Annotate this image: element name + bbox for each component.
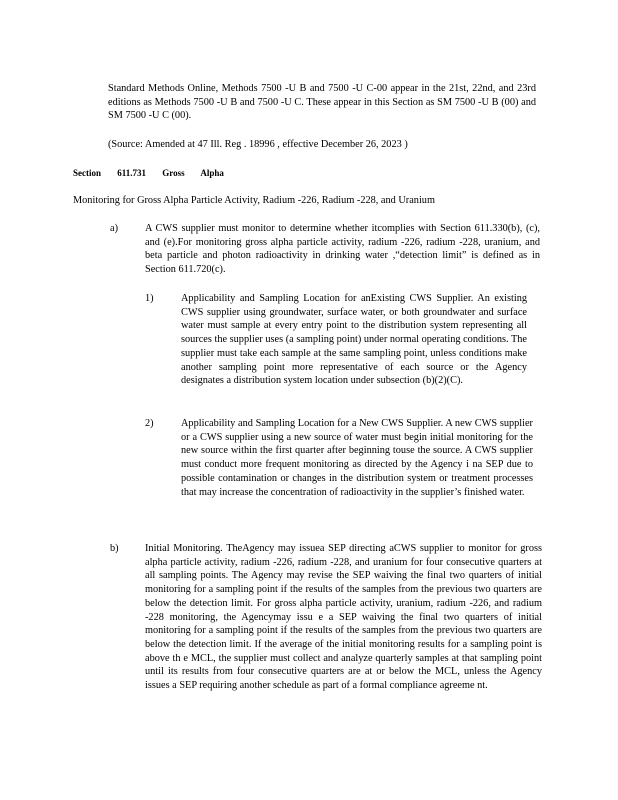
section-heading bbox=[73, 167, 238, 181]
section-number: 611.731 bbox=[117, 168, 147, 178]
subitem-1-marker: 1) bbox=[145, 293, 154, 304]
section-title: Monitoring for Gross Alpha Particle Activity, Radium -226, Radium -228, and Uranium bbox=[73, 195, 435, 206]
intro-paragraph: Standard Methods Online, Methods 7500 -U B and 7500 -U C-00 appear in the 21st, 22nd, and 23rd editions as Methods 7500 -U B and 7500 -U C. These appear in this Section as SM 7500 -U B (00) and SM 7500 -U C (00). bbox=[108, 83, 536, 122]
subitem-2-marker: 2) bbox=[145, 418, 154, 429]
item-a-text: A CWS supplier must monitor to determine whether itcomplies with Section 611.330(b), (c), and (e).For monitoring gross alpha particle activity, radium -226, radium -228, uranium, and beta particle and photon radioactivity in drinking water ,“detection limit” is defined as in Section 611.720(c). bbox=[145, 223, 540, 276]
item-a-marker: a) bbox=[110, 223, 118, 234]
subitem-1-text: Applicability and Sampling Location for anExisting CWS Supplier. An existing CWS supplier using groundwater, surface water, or both groundwater and surface water must sample at every entry point to the distribution system representing all sources the supplier uses (a sampling point) under normal operating conditions. The supplier must take each sample at the same sampling point, unless conditions make another sampling point more representative of each source or the Agency designates a distribution system location under subsection (b)(2)(C). bbox=[181, 293, 527, 387]
section-label: Section bbox=[73, 168, 101, 178]
item-b-text: Initial Monitoring. TheAgency may issuea SEP directing aCWS supplier to monitor for gross alpha particle activity, radium -226, radium -228, and uranium for four consecutive quarters at all sampling points. The Agency may revise the SEP waiving the final two quarters of initial monitoring for a sampling point if the results of the samples from the previous two quarters are below the detection limit. For gross alpha particle activity, uranium, radium -226, and radium -228 monitoring, the Agencymay issu e a SEP waiving the final two quarters of initial monitoring for a sampling point if the results of the samples from the previous two quarters are below the detection limit. If the average of the initial monitoring results for a sampling point is above th e MCL, the supplier must collect and analyze quarterly samples at that sampling point until its results from four consecutive quarters are at or below the MCL, unless the Agency issues a SEP requiring another schedule as part of a formal compliance agreeme nt. bbox=[145, 543, 542, 692]
subitem-2-text: Applicability and Sampling Location for a New CWS Supplier. A new CWS supplier or a CWS supplier using a new source of water must begin initial monitoring for the new source within the first quarter after beginning touse the source. A CWS supplier must conduct more frequent monitoring as directed by the Agency i na SEP due to possible contamination or changes in the distribution system or treatment processes that may increase the concentration of radioactivity in the supplier’s finished water. bbox=[181, 418, 533, 498]
section-word-alpha: Alpha bbox=[200, 168, 224, 178]
section-word-gross: Gross bbox=[162, 168, 185, 178]
source-note: (Source: Amended at 47 Ill. Reg . 18996 , effective December 26, 2023 ) bbox=[108, 139, 408, 150]
item-b-marker: b) bbox=[110, 543, 119, 554]
